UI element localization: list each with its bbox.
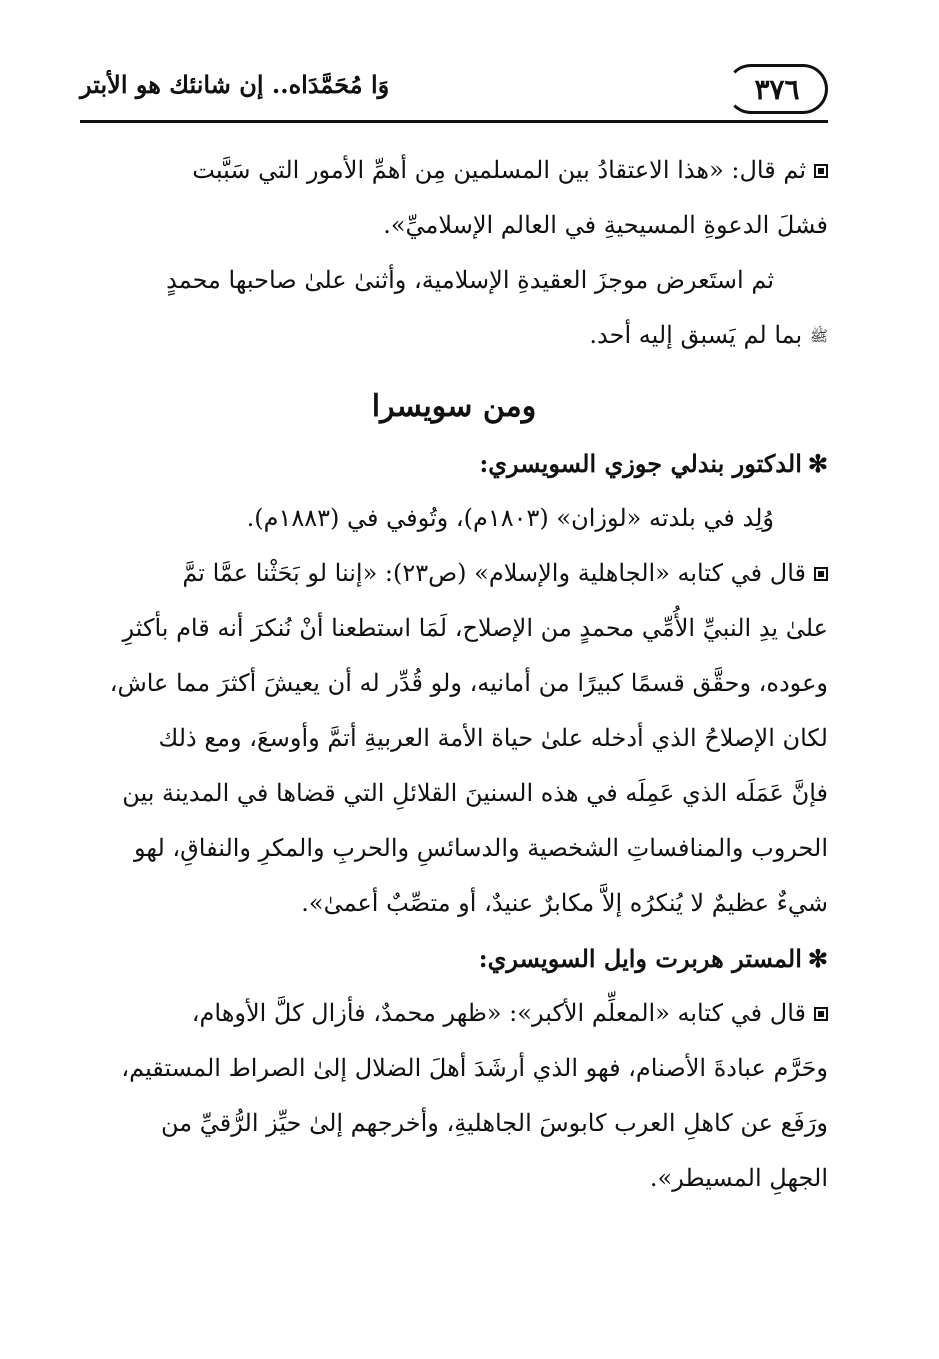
person-heading-2 [80,931,828,986]
paragraph-2 [80,253,828,364]
page-number: ٣٧٦ [726,64,828,114]
person-name: الدكتور بندلي جوزي السويسري: [479,449,802,478]
text-line: علىٰ يدِ النبيِّ الأُمِّي محمدٍ من الإصلاح، لَمَا استطعنا أنْ نُنكرَ أنه قام بأكثرِ [122,614,828,642]
quote-paragraph-1 [80,143,828,253]
book-page [80,58,828,1206]
page-header [80,58,828,123]
quote-marker-icon [814,567,828,581]
quote-paragraph-3 [80,546,828,931]
text-line: فشلَ الدعوةِ المسيحيةِ في العالم الإسلاميِّ». [383,211,828,239]
asterisk-icon: ✻ [807,944,828,973]
text-line: فإنَّ عَمَلَه الذي عَمِلَه في هذه السنينَ القلائلِ التي قضاها في المدينة بين [122,779,828,807]
text-line: قال في كتابه «الجاهلية والإسلام» (ص٢٣): «إننا لو بَحَثْنا عمَّا تمَّ [182,559,806,587]
running-title: وَا مُحَمَّدَاه.. إن شانئك هو الأبتر [80,70,390,99]
text-line: شيءٌ عظيمٌ لا يُنكرُه إلاَّ مكابرٌ عنيدٌ، أو متصِّبٌ أعمىٰ». [301,889,828,917]
page-content [80,143,828,1206]
text-line: ثم قال: «هذا الاعتقادُ بين المسلمين مِن أهمِّ الأمور التي سَبَّبت [192,156,806,184]
quote-marker-icon [814,1007,828,1021]
quote-paragraph-4 [80,986,828,1206]
quote-marker-icon [814,164,828,178]
asterisk-icon: ✻ [807,449,828,478]
text-line: الحروب والمنافساتِ الشخصية والدسائسِ والحربِ والمكرِ والنفاقِ، لهو [133,834,828,862]
text-line: وعوده، وحقَّق قسمًا كبيرًا من أمانيه، ولو قُدِّر له أن يعيشَ أكثرَ مما عاش، [109,669,828,697]
person-heading-1 [80,436,828,491]
text-line: قال في كتابه «المعلِّم الأكبر»: «ظهر محمدٌ، فأزال كلَّ الأوهام، [191,999,806,1027]
person-name: المستر هربرت وايل السويسري: [478,944,802,973]
text-line: ورَفَع عن كاهلِ العرب كابوسَ الجاهليةِ، وأخرجهم إلىٰ حيِّز الرُّقيِّ من [161,1109,828,1137]
peace-be-upon-him-glyph: ﷺ [809,327,828,345]
text-line: بما لم يَسبق إليه أحد. [589,321,803,349]
bio-text: وُلِد في بلدته «لوزان» (١٨٠٣م)، وتُوفي في (١٨٨٣م). [246,504,774,532]
text-line: لكان الإصلاحُ الذي أدخله علىٰ حياة الأمة العربيةِ أتمَّ وأوسعَ، ومع ذلك [158,724,828,752]
text-line: ثم استَعرض موجزَ العقيدةِ الإسلامية، وأثنىٰ علىٰ صاحبها محمدٍ [166,266,774,294]
section-heading: ومن سويسرا [371,389,537,424]
text-line: وحَرَّم عبادةَ الأصنام، فهو الذي أرشَدَ أهلَ الضلال إلىٰ الصراط المستقيم، [121,1054,828,1082]
bio-line [80,491,828,546]
text-line: الجهلِ المسيطر». [649,1164,828,1192]
